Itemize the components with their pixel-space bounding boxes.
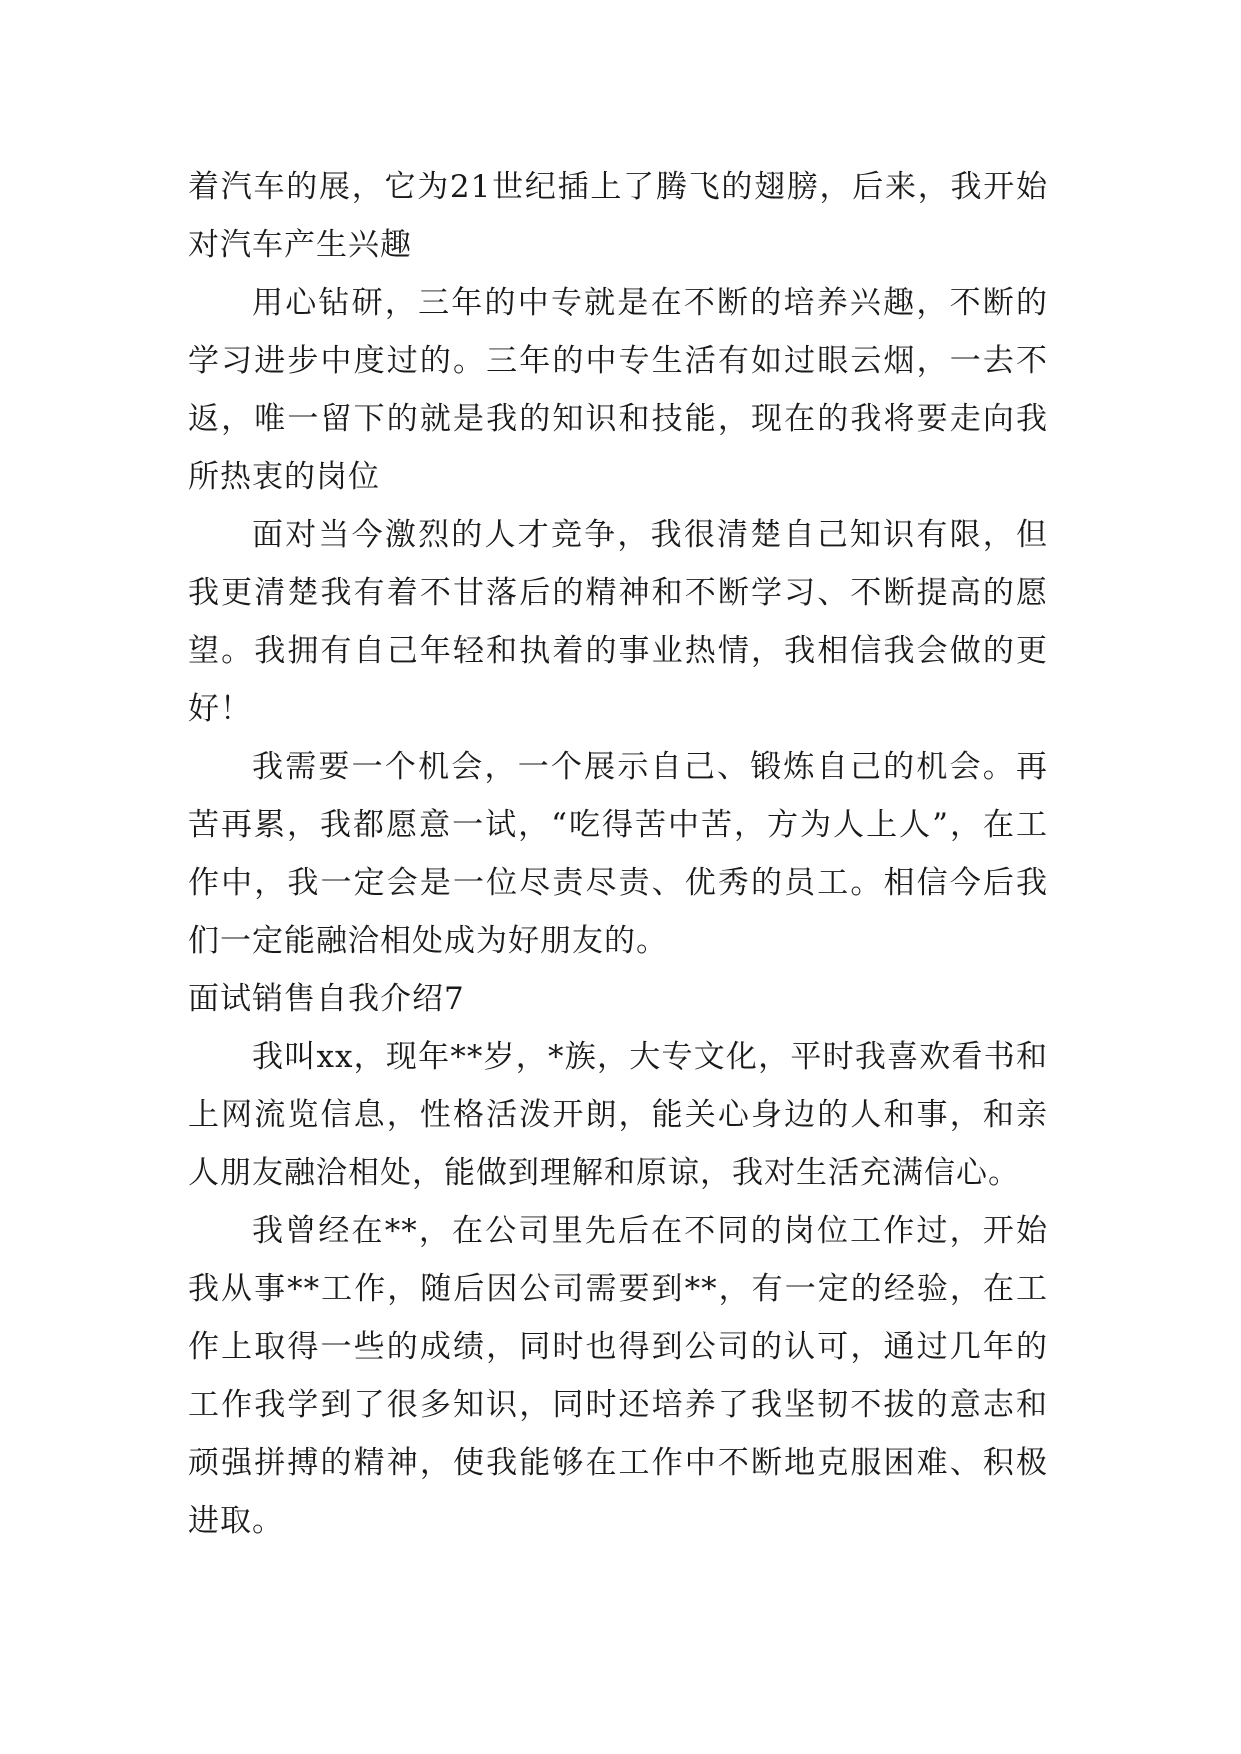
- paragraph: 我叫xx，现年**岁，*族，大专文化，平时我喜欢看书和上网流览信息，性格活泼开朗，能关心身边的人和事，和亲人朋友融洽相处，能做到理解和原谅，我对生活充满信心。: [188, 1039, 1048, 1191]
- document-body: [188, 158, 1048, 1550]
- paragraph: 我需要一个机会，一个展示自己、锻炼自己的机会。再苦再累，我都愿意一试，“吃得苦中苦，方为人上人”，在工作中，我一定会是一位尽责尽责、优秀的员工。相信今后我们一定能融洽相处成为好朋友的。: [188, 749, 1048, 959]
- paragraph: 用心钻研，三年的中专就是在不断的培养兴趣，不断的学习进步中度过的。三年的中专生活有如过眼云烟，一去不返，唯一留下的就是我的知识和技能，现在的我将要走向我所热衷的岗位: [188, 285, 1048, 495]
- paragraph-continuation: 着汽车的展，它为21世纪插上了腾飞的翅膀，后来，我开始对汽车产生兴趣: [188, 169, 1048, 263]
- paragraph: 我曾经在**，在公司里先后在不同的岗位工作过，开始我从事**工作，随后因公司需要到**，有一定的经验，在工作上取得一些的成绩，同时也得到公司的认可，通过几年的工作我学到了很多知识，同时还培养了我坚韧不拔的意志和顽强拼搏的精神，使我能够在工作中不断地克服困难、积极进取。: [188, 1213, 1048, 1539]
- section-heading: 面试销售自我介绍7: [188, 981, 465, 1017]
- paragraph: 面对当今激烈的人才竞争，我很清楚自己知识有限，但我更清楚我有着不甘落后的精神和不断学习、不断提高的愿望。我拥有自己年轻和执着的事业热情，我相信我会做的更好！: [188, 517, 1048, 727]
